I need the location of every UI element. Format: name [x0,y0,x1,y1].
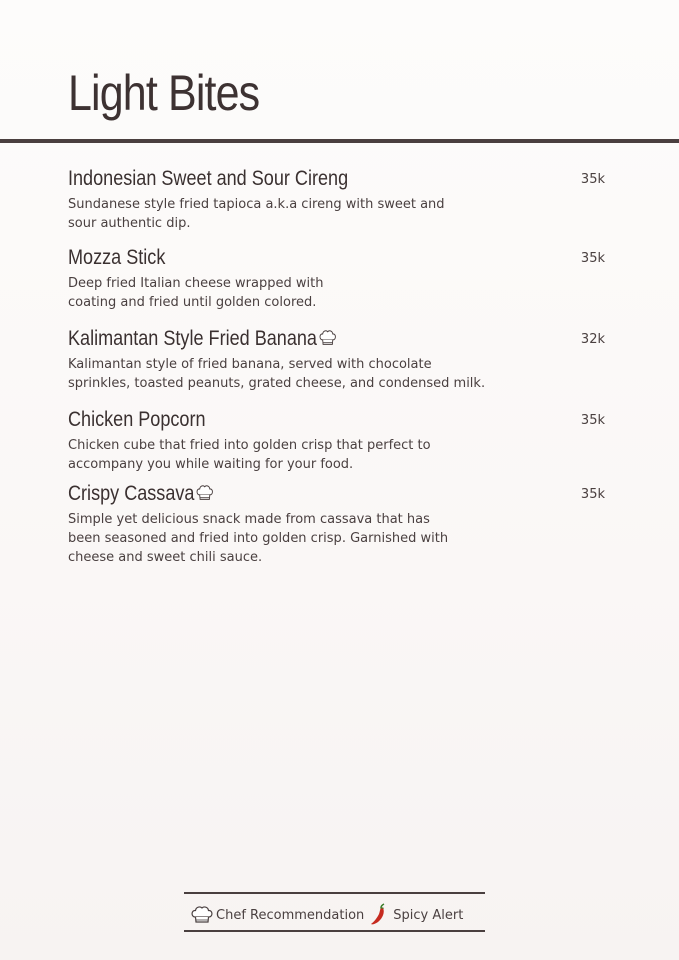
item-price: 35k [580,251,605,266]
item-name: Indonesian Sweet and Sour Cireng [68,167,349,190]
item-name: Chicken Popcorn [68,408,206,431]
item-name: Kalimantan Style Fried Banana [68,327,337,351]
chef-hat-icon [190,905,214,925]
menu-item-chicken-popcorn [68,408,628,474]
chef-hat-icon [195,484,214,502]
item-price: 35k [580,413,605,428]
menu-item-fried-banana [68,327,628,393]
item-description: Sundanese style fried tapioca a.k.a cireng with sweet and sour authentic dip. [68,197,445,231]
chili-pepper-icon [368,903,390,927]
chef-hat-icon [318,329,337,347]
item-description: Simple yet delicious snack made from cassava that has been seasoned and fried into golden crisp. Garnished with cheese and sweet chili sauce. [68,512,449,565]
item-price: 35k [580,487,605,502]
menu-item-mozza-stick [68,246,628,312]
page-title: Light Bites [68,65,260,121]
item-name: Mozza Stick [68,246,166,269]
icon-legend [184,892,485,932]
item-price: 35k [580,172,605,187]
item-description: Deep fried Italian cheese wrapped with coating and fried until golden colored. [68,276,324,310]
menu-item-crispy-cassava [68,482,628,567]
menu-item-cireng [68,167,628,233]
item-name: Crispy Cassava [68,482,214,506]
item-description: Kalimantan style of fried banana, served with chocolate sprinkles, toasted peanuts, grated cheese, and condensed milk. [68,357,486,391]
item-description: Chicken cube that fried into golden crisp that perfect to accompany you while waiting for your food. [68,438,431,472]
legend-chef-label: Chef Recommendation [216,907,365,923]
item-price: 32k [580,332,605,347]
legend-spicy-label: Spicy Alert [393,907,464,923]
title-divider [0,139,679,143]
